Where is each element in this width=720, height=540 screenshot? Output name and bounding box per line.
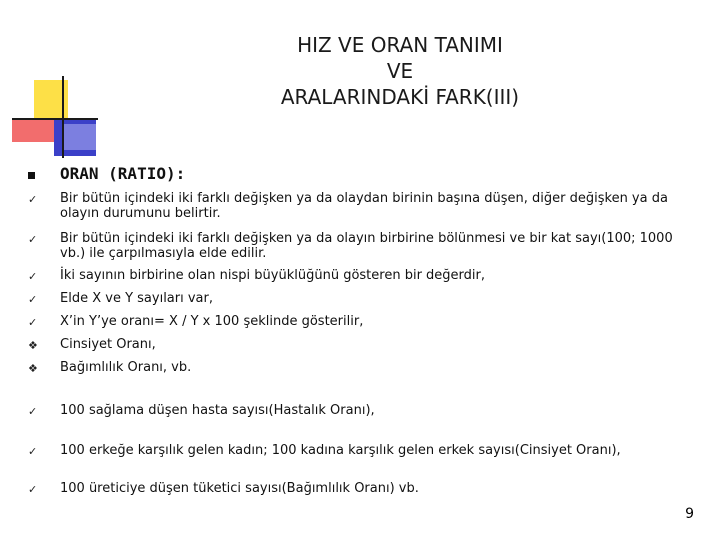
checkmark-icon: ✓: [28, 233, 38, 246]
title-line-3: ARALARINDAKİ FARK(III): [280, 85, 520, 109]
title-line-2: VE: [386, 59, 414, 83]
bullet-text: Bir bütün içindeki iki farklı değişken ya da olaydan birinin başına düşen, diğer değişken ya da olayın durumunu belirtir.: [60, 191, 668, 221]
example-tail: vb.: [394, 481, 419, 496]
bullet-text: Cinsiyet Oranı,: [60, 337, 156, 352]
example-emphasis: (Hastalık Oranı),: [268, 403, 375, 418]
diamond-bullet-icon: ❖: [28, 362, 38, 375]
example-emphasis: (Bağımlılık Oranı): [281, 481, 395, 496]
bullet-text: Bir bütün içindeki iki farklı değişken ya da olayın birbirine bölünmesi ve bir kat sayı(100; 1000 vb.) ile çarpılmasıyla elde edilir.: [60, 231, 673, 261]
diamond-bullet-icon: ❖: [28, 339, 38, 352]
example-row: [60, 481, 700, 496]
checkmark-icon: ✓: [28, 405, 38, 418]
example-row: [60, 443, 700, 458]
checkmark-icon: ✓: [28, 293, 38, 306]
decor-blue-shade: [64, 124, 96, 150]
bullet-text: Elde X ve Y sayıları var,: [60, 291, 213, 306]
decor-red-square: [12, 118, 54, 142]
example-text: 100 erkeğe karşılık gelen kadın; 100 kadına karşılık gelen erkek sayısı: [60, 443, 515, 458]
bullet-text: X’in Y’ye oranı= X / Y x 100 şeklinde gösterilir,: [60, 314, 364, 329]
square-bullet-icon: [28, 172, 35, 179]
title-line-1: HIZ VE ORAN TANIMI: [297, 33, 503, 57]
checkmark-icon: ✓: [28, 316, 38, 329]
bullet-text: İki sayının birbirine olan nispi büyüklüğünü gösteren bir değerdir,: [60, 268, 486, 283]
checkmark-icon: ✓: [28, 445, 38, 458]
checkmark-icon: ✓: [28, 193, 38, 206]
section-heading: ORAN (RATIO):: [60, 164, 186, 183]
example-text: 100 üreticiye düşen tüketici sayısı: [60, 481, 282, 496]
bullet-text: Bağımlılık Oranı, vb.: [60, 360, 192, 375]
example-text: 100 sağlama düşen hasta sayısı: [60, 403, 269, 418]
example-emphasis: (Cinsiyet Oranı),: [514, 443, 621, 458]
decor-horizontal-line: [12, 118, 98, 120]
decor-vertical-line: [62, 76, 64, 158]
slide-title: [230, 32, 570, 110]
page-number: 9: [685, 506, 694, 522]
checkmark-icon: ✓: [28, 270, 38, 283]
checkmark-icon: ✓: [28, 483, 38, 496]
example-row: [60, 403, 700, 418]
